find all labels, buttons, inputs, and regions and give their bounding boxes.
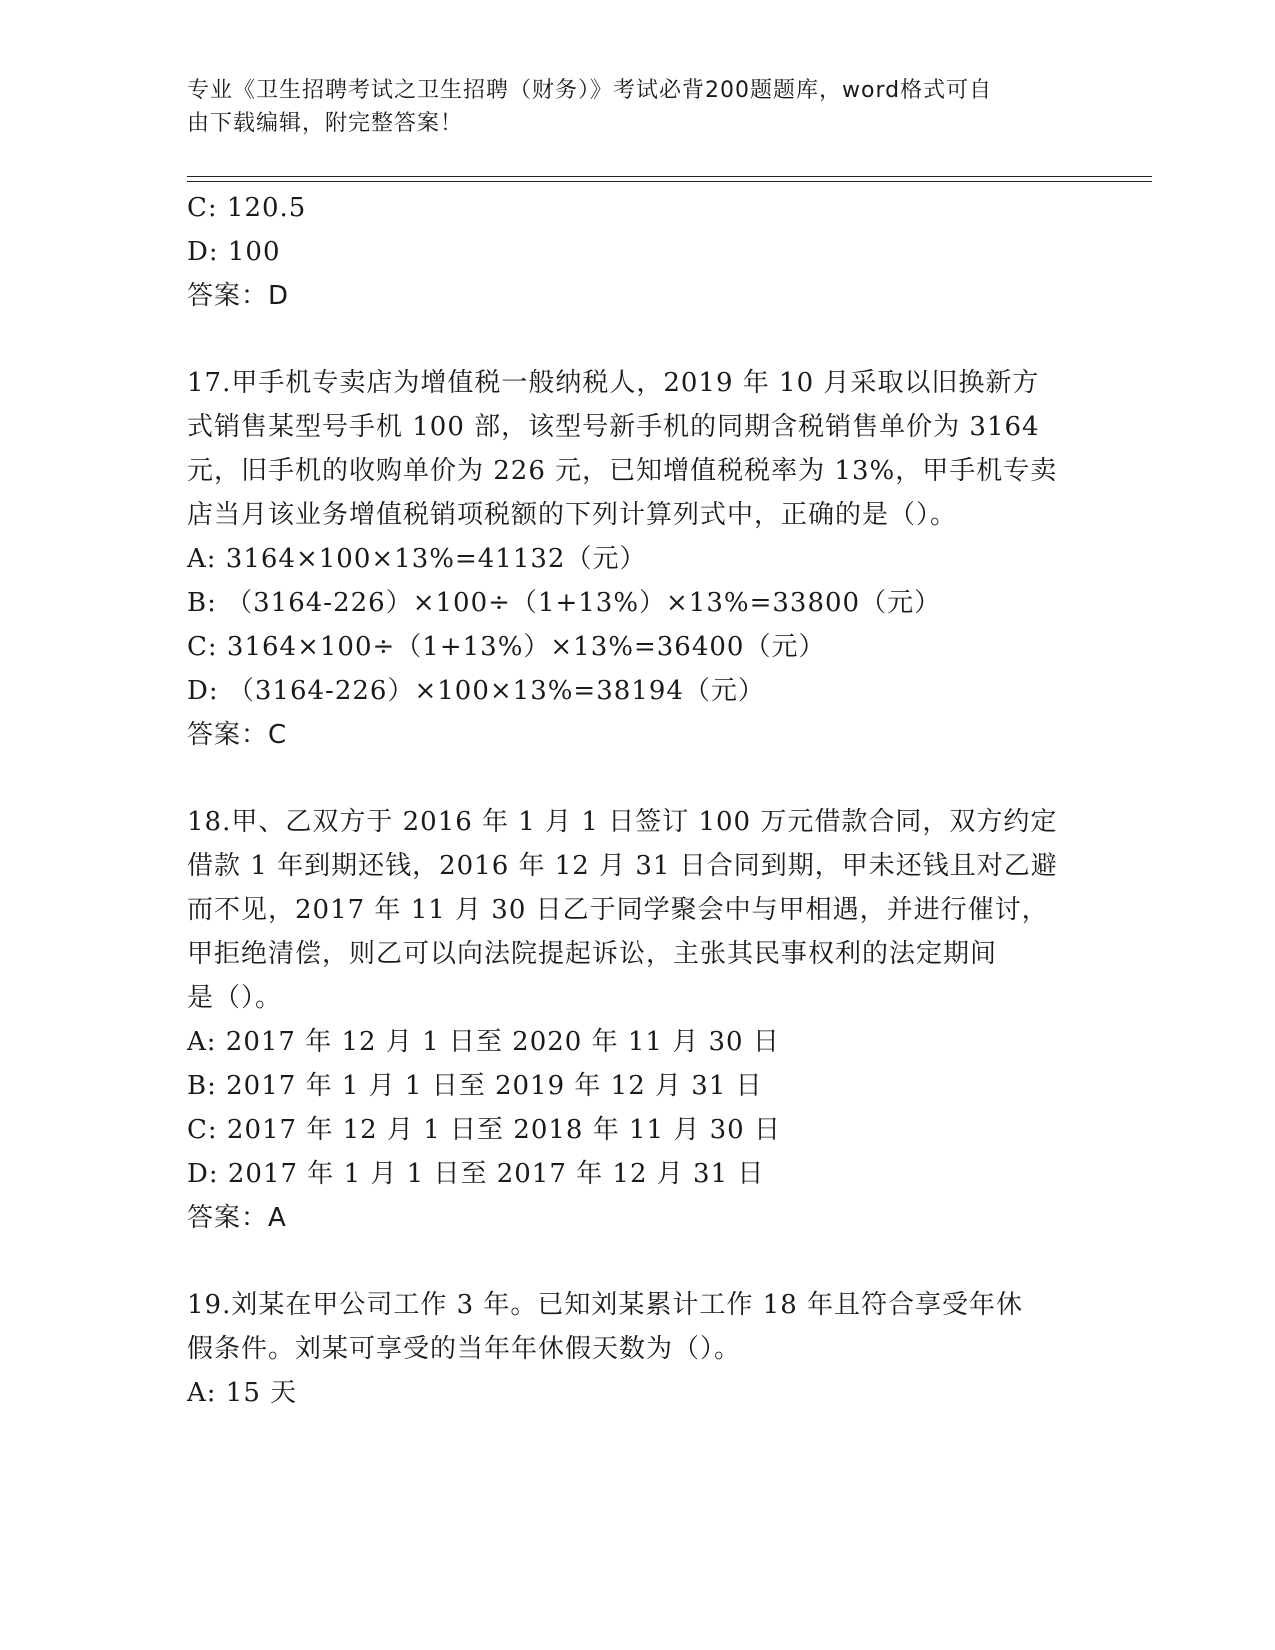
q17-answer: 答案：C [187, 720, 288, 750]
header-line-2: 由下载编辑，附完整答案！ [187, 111, 464, 136]
q17-text-line: 17.甲手机专卖店为增值税一般纳税人，2019 年 10 月采取以旧换新方 [187, 368, 1040, 398]
q18-text-line: 18.甲、乙双方于 2016 年 1 月 1 日签订 100 万元借款合同，双方约定 [187, 807, 1058, 837]
q18-option-d: D: 2017 年 1 月 1 日至 2017 年 12 月 31 日 [187, 1159, 765, 1189]
q19-option-a: A: 15 天 [187, 1378, 298, 1408]
q18-option-c: C: 2017 年 12 月 1 日至 2018 年 11 月 30 日 [187, 1115, 781, 1145]
q18-answer: 答案：A [187, 1203, 287, 1233]
q18-text-line: 而不见，2017 年 11 月 30 日乙于同学聚会中与甲相遇，并进行催讨， [187, 895, 1049, 925]
prev-answer: 答案：D [187, 281, 290, 311]
q17-text-line: 店当月该业务增值税销项税额的下列计算列式中，正确的是（）。 [187, 500, 958, 530]
q17-option-d: D: （3164-226）×100×13%=38194（元） [187, 676, 765, 706]
q17-option-c: C: 3164×100÷（1+13%）×13%=36400（元） [187, 632, 826, 662]
q17-option-b: B: （3164-226）×100÷（1+13%）×13%=33800（元） [187, 588, 942, 618]
q18-text-line: 借款 1 年到期还钱，2016 年 12 月 31 日合同到期，甲未还钱且对乙避 [187, 851, 1058, 881]
header-divider-top [187, 176, 1152, 177]
q18-option-a: A: 2017 年 12 月 1 日至 2020 年 11 月 30 日 [187, 1027, 780, 1057]
prev-option-d: D: 100 [187, 237, 281, 267]
q17-text-line: 元，旧手机的收购单价为 226 元，已知增值税税率为 13%，甲手机专卖 [187, 456, 1058, 486]
q19-text-line: 19.刘某在甲公司工作 3 年。已知刘某累计工作 18 年且符合享受年休 [187, 1290, 1024, 1320]
q18-text-line: 甲拒绝清偿，则乙可以向法院提起诉讼，主张其民事权利的法定期间 [187, 939, 998, 969]
header-divider-bottom [187, 181, 1152, 182]
q18-option-b: B: 2017 年 1 月 1 日至 2019 年 12 月 31 日 [187, 1071, 763, 1101]
q18-text-line: 是（）。 [187, 983, 283, 1013]
document-header [187, 74, 1067, 140]
prev-option-c: C: 120.5 [187, 193, 307, 223]
q19-text-line: 假条件。刘某可享受的当年年休假天数为（）。 [187, 1334, 742, 1364]
q17-text-line: 式销售某型号手机 100 部，该型号新手机的同期含税销售单价为 3164 [187, 412, 1040, 442]
header-line-1: 专业《卫生招聘考试之卫生招聘（财务）》考试必背200题题库，word格式可自 [187, 78, 993, 103]
q17-option-a: A: 3164×100×13%=41132（元） [187, 544, 647, 574]
